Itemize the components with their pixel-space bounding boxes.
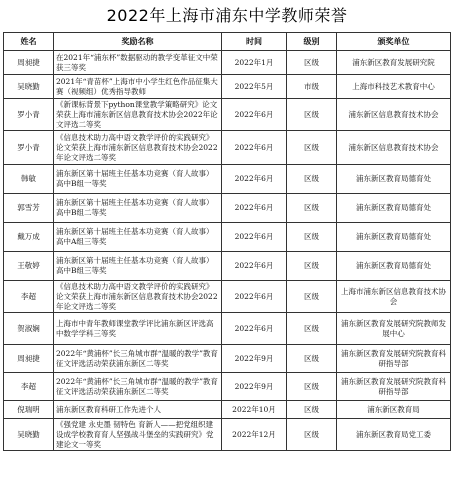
cell-level: 区级 bbox=[287, 281, 337, 313]
cell-level: 区级 bbox=[287, 99, 337, 131]
cell-level: 区级 bbox=[287, 313, 337, 345]
cell-time: 2022年6月 bbox=[222, 165, 287, 194]
cell-name: 周昶捷 bbox=[4, 51, 54, 75]
table-row bbox=[4, 194, 451, 223]
cell-level: 区级 bbox=[287, 401, 337, 419]
cell-unit: 上海市科技艺术教育中心 bbox=[337, 75, 451, 99]
cell-unit: 浦东新区信息教育技术协会 bbox=[337, 131, 451, 165]
honor-table bbox=[3, 32, 451, 451]
table-row bbox=[4, 223, 451, 252]
column-header-time: 时间 bbox=[222, 33, 287, 51]
table-row bbox=[4, 75, 451, 99]
cell-name: 李超 bbox=[4, 281, 54, 313]
table-row bbox=[4, 252, 451, 281]
cell-time: 2022年6月 bbox=[222, 99, 287, 131]
table-row bbox=[4, 165, 451, 194]
cell-unit: 浦东新区教育发展研究院教师发展中心 bbox=[337, 313, 451, 345]
cell-level: 市级 bbox=[287, 75, 337, 99]
cell-award: 浦东新区第十届班主任基本功竞赛（育人故事）高中B组一等奖 bbox=[54, 165, 222, 194]
cell-award: 浦东新区第十届班主任基本功竞赛（育人故事）高中B组三等奖 bbox=[54, 252, 222, 281]
cell-name: 吴晓勤 bbox=[4, 419, 54, 451]
table-row bbox=[4, 131, 451, 165]
cell-unit: 浦东新区教育发展研究院 bbox=[337, 51, 451, 75]
cell-level: 区级 bbox=[287, 165, 337, 194]
cell-time: 2022年10月 bbox=[222, 401, 287, 419]
cell-level: 区级 bbox=[287, 345, 337, 373]
cell-level: 区级 bbox=[287, 194, 337, 223]
cell-unit: 浦东新区教育局党工委 bbox=[337, 419, 451, 451]
table-row bbox=[4, 99, 451, 131]
cell-name: 韩敏 bbox=[4, 165, 54, 194]
cell-level: 区级 bbox=[287, 419, 337, 451]
cell-unit: 浦东新区教育局 bbox=[337, 401, 451, 419]
table-row bbox=[4, 281, 451, 313]
column-header-unit: 颁奖单位 bbox=[337, 33, 451, 51]
cell-level: 区级 bbox=[287, 373, 337, 401]
cell-name: 王敬婷 bbox=[4, 252, 54, 281]
cell-award: 浦东新区第十届班主任基本功竞赛（育人故事）高中A组三等奖 bbox=[54, 223, 222, 252]
cell-unit: 浦东新区教育发展研究院教育科研指导部 bbox=[337, 373, 451, 401]
cell-award: 2022年“黄浦杯”长三角城市群“温暖的教学”教育征文评选活动荣获浦东新区二等奖 bbox=[54, 345, 222, 373]
table-row bbox=[4, 313, 451, 345]
cell-name: 吴晓勤 bbox=[4, 75, 54, 99]
cell-award: 《强党建 永史墨 韧特色 育新人——把党组织建设成学校教育育人坚强战斗堡垒的实践研究》党建论文一等奖 bbox=[54, 419, 222, 451]
cell-time: 2022年9月 bbox=[222, 373, 287, 401]
cell-level: 区级 bbox=[287, 51, 337, 75]
cell-time: 2022年6月 bbox=[222, 281, 287, 313]
cell-unit: 浦东新区信息教育技术协会 bbox=[337, 99, 451, 131]
cell-award: 2022年“黄浦杯”长三角城市群“温暖的教学”教育征文评选活动荣获浦东新区二等奖 bbox=[54, 373, 222, 401]
cell-name: 倪瑞明 bbox=[4, 401, 54, 419]
cell-level: 区级 bbox=[287, 131, 337, 165]
cell-unit: 浦东新区教育局德育处 bbox=[337, 252, 451, 281]
cell-unit: 浦东新区教育局德育处 bbox=[337, 194, 451, 223]
table-row bbox=[4, 419, 451, 451]
cell-time: 2022年9月 bbox=[222, 345, 287, 373]
cell-award: 《信息技术助力高中语文教学评价的实践研究》论文荣获上海市浦东新区信息教育技术协会2022年论文评选二等奖 bbox=[54, 281, 222, 313]
document-title: 2022年上海市浦东中学教师荣誉 bbox=[106, 6, 348, 25]
table-header-row bbox=[4, 33, 451, 51]
cell-award: 《信息技术助力高中语文教学评价的实践研究》论文荣获上海市浦东新区信息教育技术协会2022年论文评选二等奖 bbox=[54, 131, 222, 165]
cell-time: 2022年6月 bbox=[222, 223, 287, 252]
cell-unit: 上海市浦东新区信息教育技术协会 bbox=[337, 281, 451, 313]
cell-unit: 浦东新区教育局德育处 bbox=[337, 165, 451, 194]
cell-unit: 浦东新区教育发展研究院教育科研指导部 bbox=[337, 345, 451, 373]
cell-time: 2022年5月 bbox=[222, 75, 287, 99]
cell-name: 李超 bbox=[4, 373, 54, 401]
cell-time: 2022年6月 bbox=[222, 313, 287, 345]
cell-time: 2022年6月 bbox=[222, 131, 287, 165]
cell-name: 郭雪芳 bbox=[4, 194, 54, 223]
cell-time: 2022年6月 bbox=[222, 252, 287, 281]
column-header-award: 奖励名称 bbox=[54, 33, 222, 51]
cell-award: 上海市中青年教师课堂教学评比浦东新区评选高中数学学科三等奖 bbox=[54, 313, 222, 345]
cell-unit: 浦东新区教育局德育处 bbox=[337, 223, 451, 252]
cell-award: 在2021年“浦东杯”数据驱动的教学变革征文中荣获三等奖 bbox=[54, 51, 222, 75]
cell-time: 2022年12月 bbox=[222, 419, 287, 451]
cell-name: 罗小青 bbox=[4, 99, 54, 131]
cell-award: 浦东新区教育科研工作先进个人 bbox=[54, 401, 222, 419]
cell-award: 《新课标背景下python课堂教学策略研究》论文荣获上海市浦东新区信息教育技术协会2022年论文评选二等奖 bbox=[54, 99, 222, 131]
cell-name: 戴万成 bbox=[4, 223, 54, 252]
cell-award: 浦东新区第十届班主任基本功竞赛（育人故事）高中B组二等奖 bbox=[54, 194, 222, 223]
table-row bbox=[4, 345, 451, 373]
column-header-name: 姓名 bbox=[4, 33, 54, 51]
cell-name: 罗小青 bbox=[4, 131, 54, 165]
cell-award: 2021年“青苗杯”上海市中小学生红色作品征集大赛（视频组）优秀指导教师 bbox=[54, 75, 222, 99]
column-header-level: 级别 bbox=[287, 33, 337, 51]
cell-time: 2022年1月 bbox=[222, 51, 287, 75]
table-row bbox=[4, 401, 451, 419]
cell-level: 区级 bbox=[287, 252, 337, 281]
table-row bbox=[4, 51, 451, 75]
cell-name: 周昶捷 bbox=[4, 345, 54, 373]
cell-name: 贺淑娴 bbox=[4, 313, 54, 345]
cell-level: 区级 bbox=[287, 223, 337, 252]
table-row bbox=[4, 373, 451, 401]
cell-time: 2022年6月 bbox=[222, 194, 287, 223]
